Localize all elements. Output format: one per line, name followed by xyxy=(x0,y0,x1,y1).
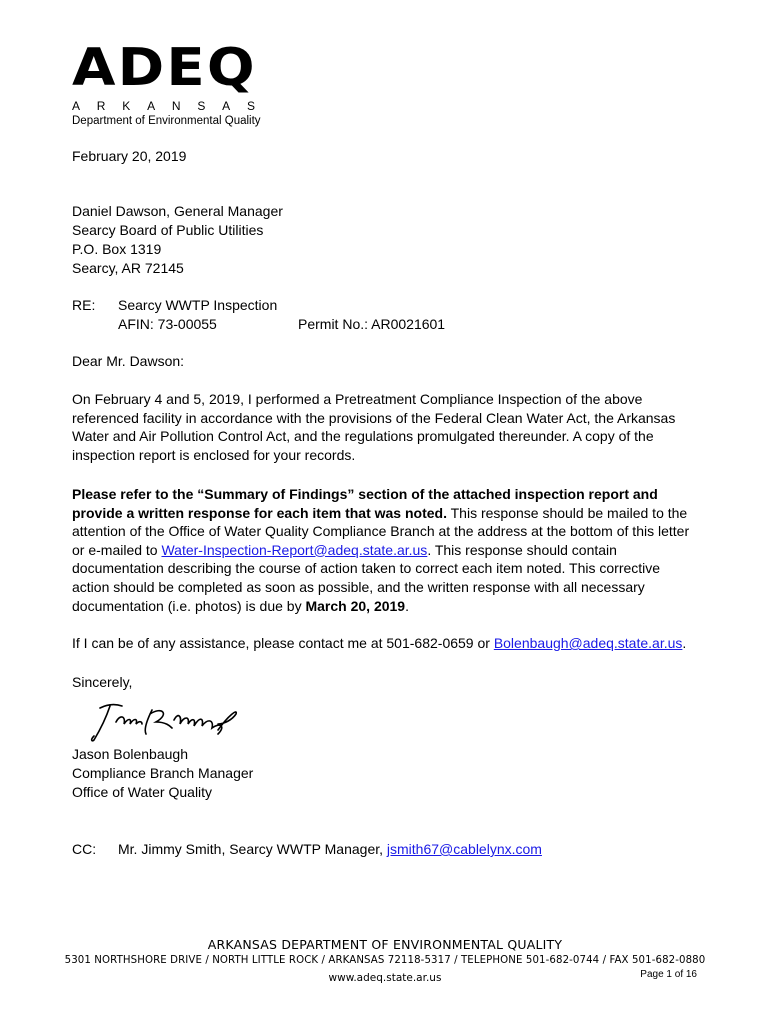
re-permit: Permit No.: AR0021601 xyxy=(298,316,446,332)
recipient-line-2: Searcy Board of Public Utilities xyxy=(72,222,264,238)
findings-text-2: . This response should contain documentation describing the course of action taken to correct each item noted. This corrective action should be completed as soon as possible, and the written response with all necessary documentation (i.e. photos) is due by xyxy=(72,541,661,614)
bolenbaugh-email-link[interactable]: Bolenbaugh@adeq.state.ar.us xyxy=(493,635,683,651)
salutation: Dear Mr. Dawson: xyxy=(72,353,185,369)
findings-text-3: . xyxy=(405,597,409,614)
inspection-report-email-link[interactable]: Water-Inspection-Report@adeq.state.ar.us xyxy=(161,541,428,558)
footer-website: www.adeq.state.ar.us xyxy=(328,972,442,984)
logo-department: Department of Environmental Quality xyxy=(72,115,261,127)
closing: Sincerely, xyxy=(72,674,133,690)
paragraph-inspection: On February 4 and 5, 2019, I performed a Pretreatment Compliance Inspection of the above referenced facility in accordance with the provisions of the Federal Clean Water Act, the Arkansas Water and Air Pollution Control Act, and the regulations promulgated thereunder. A copy of the inspection report is enclosed for your records. xyxy=(72,391,676,463)
signer-name: Jason Bolenbaugh xyxy=(72,746,188,762)
logo-wordmark: ADEQ xyxy=(72,38,257,98)
adeq-logo xyxy=(72,38,282,128)
page-number: Page 1 of 16 xyxy=(640,969,697,980)
re-label: RE: xyxy=(72,297,96,313)
contact-end: . xyxy=(682,635,687,651)
due-date: March 20, 2019 xyxy=(305,597,406,614)
paragraph-findings xyxy=(72,485,692,615)
cc-email-link[interactable]: jsmith67@cablelynx.com xyxy=(386,841,542,857)
signer-office: Office of Water Quality xyxy=(72,784,213,800)
paragraph-contact xyxy=(72,634,692,653)
signer-title: Compliance Branch Manager xyxy=(72,765,254,781)
footer-title: ARKANSAS DEPARTMENT OF ENVIRONMENTAL QUALITY xyxy=(207,937,563,952)
re-subject: Searcy WWTP Inspection xyxy=(118,297,278,313)
findings-text-1: This response should be mailed to the attention of the Office of Water Quality Compliance Branch at the address at the bottom of this letter or e-mailed to xyxy=(72,504,690,558)
contact-text: If I can be of any assistance, please contact me at 501-682-0659 or xyxy=(72,635,494,651)
cc-label: CC: xyxy=(72,841,97,857)
recipient-line-4: Searcy, AR 72145 xyxy=(72,260,184,276)
logo-state: ARKANSAS xyxy=(72,99,272,113)
footer-address: 5301 NORTHSHORE DRIVE / NORTH LITTLE ROCK / ARKANSAS 72118-5317 / TELEPHONE 501-682-0744 / FAX 501-682-0880 xyxy=(64,955,706,966)
recipient-line-1: Daniel Dawson, General Manager xyxy=(72,203,283,219)
cc-text: Mr. Jimmy Smith, Searcy WWTP Manager, xyxy=(118,841,387,857)
letter-date: February 20, 2019 xyxy=(72,148,187,164)
signature-image xyxy=(86,700,246,744)
re-afin: AFIN: 73-00055 xyxy=(118,316,217,332)
recipient-line-3: P.O. Box 1319 xyxy=(72,241,162,257)
cc-recipient xyxy=(118,840,542,859)
findings-bold-text: Please refer to the “Summary of Findings” section of the attached inspection report and provide a written response for each item that was noted. xyxy=(72,486,658,521)
